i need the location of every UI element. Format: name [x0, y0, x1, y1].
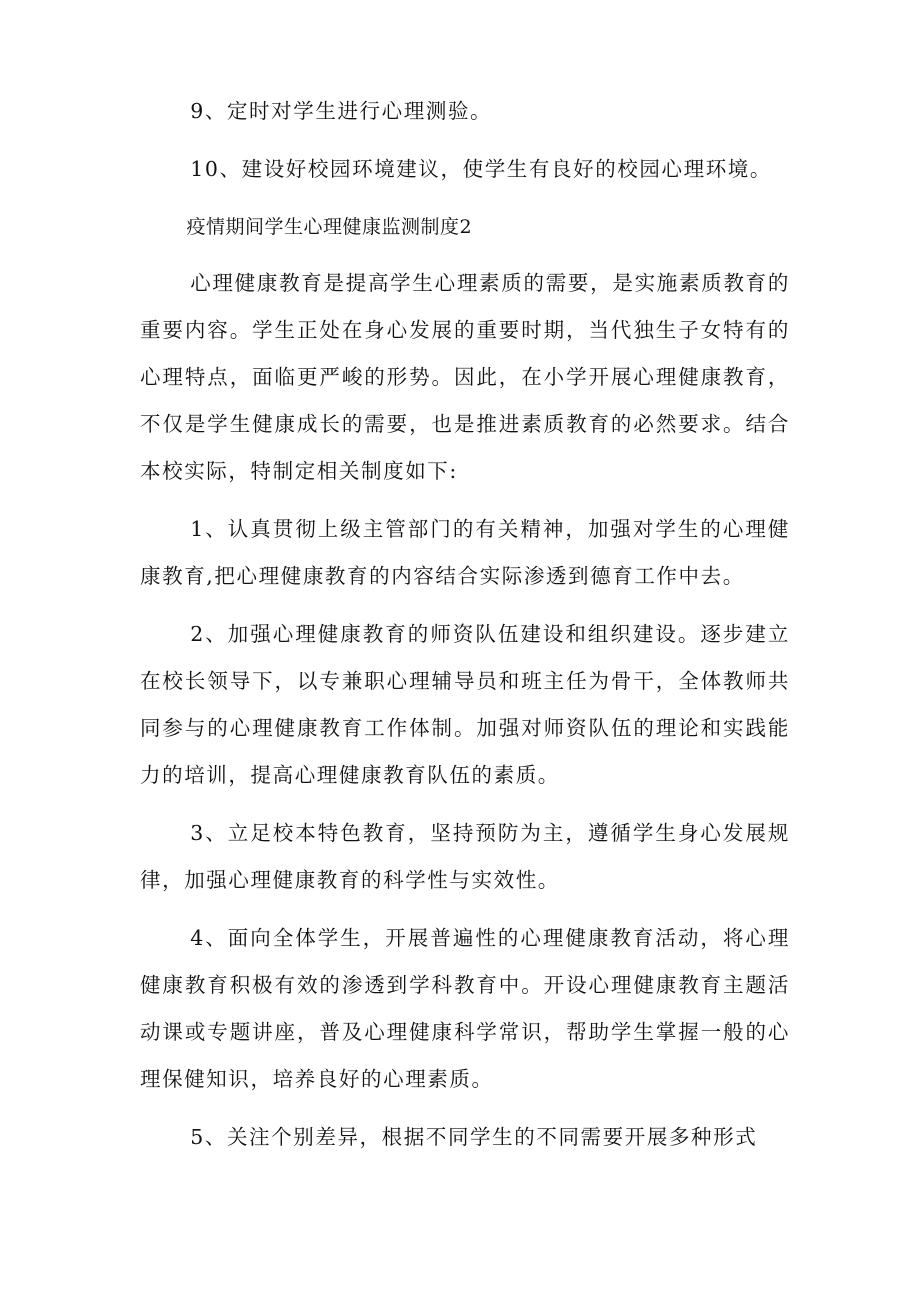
paragraph-item-9: 9、定时对学生进行心理测验。 — [190, 99, 493, 123]
section-title: 疫情期间学生心理健康监测制度2 — [186, 216, 473, 238]
rule-paragraph-4: 4、面向全体学生，开展普遍性的心理健康教育活动，将心理健康教育积极有效的渗透到学科教育中。开设心理健康教育主题活动课或专题讲座，普及心理健康科学常识，帮助学生掌握一般的心理保健知识，培养良好的心理素质。 — [140, 926, 790, 1091]
rule-paragraph-5: 5、关注个别差异，根据不同学生的不同需要开展多种形式 — [190, 1125, 758, 1149]
intro-paragraph: 心理健康教育是提高学生心理素质的需要，是实施素质教育的重要内容。学生正处在身心发展的重要时期，当代独生子女特有的心理特点，面临更严峻的形势。因此，在小学开展心理健康教育，不仅是学生健康成长的需要，也是推进素质教育的必然要求。结合本校实际，特制定相关制度如下: — [140, 271, 790, 483]
rule-paragraph-3: 3、立足校本特色教育，坚持预防为主，遵循学生身心发展规律，加强心理健康教育的科学性与实效性。 — [140, 821, 790, 892]
paragraph-item-10: 10、建设好校园环境建议，使学生有良好的校园心理环境。 — [190, 157, 773, 181]
document-page — [140, 88, 790, 1172]
rule-paragraph-1: 1、认真贯彻上级主管部门的有关精神，加强对学生的心理健康教育,把心理健康教育的内容结合实际渗透到德育工作中去。 — [140, 517, 790, 588]
rule-paragraph-2: 2、加强心理健康教育的师资队伍建设和组织建设。逐步建立在校长领导下，以专兼职心理辅导员和班主任为骨干，全体教师共同参与的心理健康教育工作体制。加强对师资队伍的理论和实践能力的培训，提高心理健康教育队伍的素质。 — [140, 622, 790, 787]
